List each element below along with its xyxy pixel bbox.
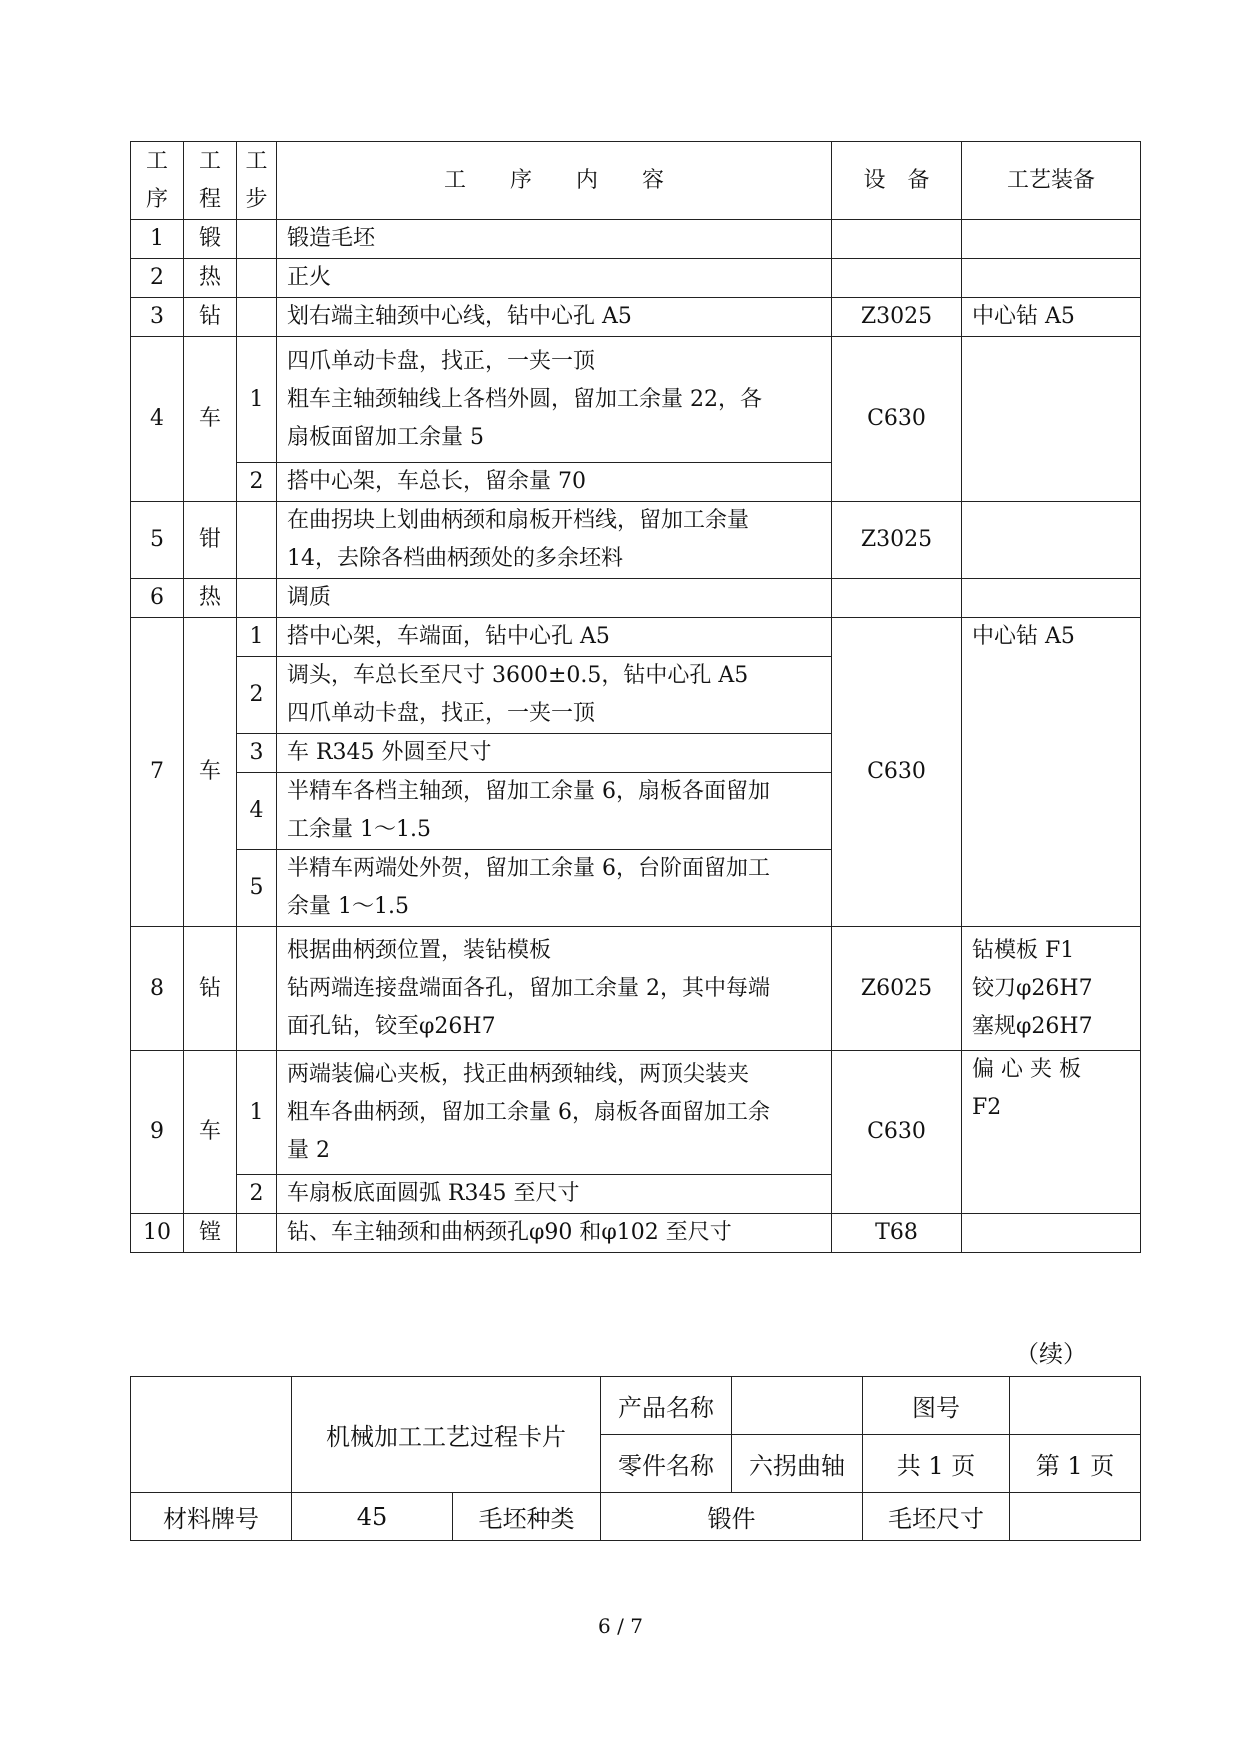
cell-content: 锻造毛坯 — [277, 220, 832, 259]
card-row — [131, 1493, 1141, 1541]
cell-content: 搭中心架，车总长，留余量 70 — [277, 463, 832, 502]
blank-size-value — [1010, 1493, 1141, 1541]
cell-step: 3 — [237, 734, 277, 773]
tooling-line: 塞规φ26H7 — [972, 1013, 1093, 1039]
cell-step — [237, 259, 277, 298]
cell-step — [237, 927, 277, 1051]
cell-content — [277, 850, 832, 927]
table-row — [131, 927, 1141, 1051]
total-pages: 共 1 页 — [863, 1435, 1010, 1493]
tooling-line: F2 — [972, 1095, 1002, 1120]
continued-label: （续） — [1015, 1340, 1087, 1368]
header-tooling: 工艺装备 — [962, 142, 1141, 220]
part-name-value: 六拐曲轴 — [732, 1435, 863, 1493]
header-step: 工步 — [237, 142, 277, 220]
cell-kind: 热 — [184, 259, 237, 298]
cell-step — [237, 579, 277, 618]
cell-no: 5 — [131, 502, 184, 579]
content-line: 工余量 1～1.5 — [287, 817, 431, 842]
table-row — [131, 502, 1141, 579]
blank-type-label: 毛坯种类 — [453, 1493, 601, 1541]
cell-no: 9 — [131, 1051, 184, 1214]
cell-kind: 车 — [184, 618, 237, 927]
content-line: 余量 1～1.5 — [287, 894, 409, 919]
cell-step: 4 — [237, 773, 277, 850]
card-title: 机械加工工艺过程卡片 — [292, 1377, 601, 1493]
cell-equipment: C630 — [832, 1051, 962, 1214]
header-content: 工 序 内 容 — [277, 142, 832, 220]
content-line: 四爪单动卡盘，找正，一夹一顶 — [287, 348, 596, 374]
cell-equipment: C630 — [832, 618, 962, 927]
cell-tooling — [962, 1051, 1141, 1214]
page-indicator: 6 / 7 — [598, 1614, 643, 1638]
cell-step — [237, 1214, 277, 1253]
cell-no: 7 — [131, 618, 184, 927]
cell-kind: 钻 — [184, 298, 237, 337]
cell-no: 3 — [131, 298, 184, 337]
cell-content: 搭中心架，车端面，钻中心孔 A5 — [277, 618, 832, 657]
cell-content: 钻、车主轴颈和曲柄颈孔φ90 和φ102 至尺寸 — [277, 1214, 832, 1253]
cell-step: 1 — [237, 1051, 277, 1175]
cell-tooling — [962, 259, 1141, 298]
cell-equipment: Z3025 — [832, 502, 962, 579]
cell-content: 正火 — [277, 259, 832, 298]
cell-tooling: 中心钻 A5 — [962, 298, 1141, 337]
cell-kind: 镗 — [184, 1214, 237, 1253]
process-card-table — [130, 1376, 1141, 1541]
cell-no: 4 — [131, 337, 184, 502]
cell-tooling — [962, 220, 1141, 259]
table-row — [131, 579, 1141, 618]
cell-no: 1 — [131, 220, 184, 259]
cell-step — [237, 298, 277, 337]
card-blank-cell — [131, 1377, 292, 1493]
content-line: 两端装偏心夹板，找正曲柄颈轴线，两顶尖装夹 — [287, 1061, 750, 1087]
process-table — [130, 141, 1141, 1253]
material-label: 材料牌号 — [131, 1493, 292, 1541]
cell-equipment: Z3025 — [832, 298, 962, 337]
blank-type-value: 锻件 — [601, 1493, 863, 1541]
cell-equipment — [832, 259, 962, 298]
cell-content — [277, 657, 832, 734]
content-line: 根据曲柄颈位置，装钻模板 — [287, 937, 552, 963]
cell-step: 2 — [237, 657, 277, 734]
cell-content — [277, 773, 832, 850]
cell-step — [237, 502, 277, 579]
cell-content — [277, 502, 832, 579]
cell-content: 车扇板底面圆弧 R345 至尺寸 — [277, 1175, 832, 1214]
content-line: 14，去除各档曲柄颈处的多余坯料 — [287, 546, 623, 571]
cell-step: 1 — [237, 618, 277, 657]
content-line: 扇板面留加工余量 5 — [287, 424, 484, 450]
table-row — [131, 220, 1141, 259]
cell-kind: 车 — [184, 337, 237, 502]
cell-content — [277, 1051, 832, 1175]
cell-tooling — [962, 1214, 1141, 1253]
cell-kind: 锻 — [184, 220, 237, 259]
content-line: 粗车各曲柄颈，留加工余量 6，扇板各面留加工余 — [287, 1099, 770, 1125]
table-row — [131, 1051, 1141, 1175]
header-engineering: 工程 — [184, 142, 237, 220]
table-row — [131, 298, 1141, 337]
tooling-line: 铰刀φ26H7 — [972, 975, 1093, 1001]
cell-tooling — [962, 579, 1141, 618]
tooling-line: 偏 心 夹 板 — [972, 1057, 1081, 1082]
content-line: 钻两端连接盘端面各孔，留加工余量 2，其中每端 — [287, 975, 770, 1001]
table-row — [131, 1214, 1141, 1253]
cell-content — [277, 337, 832, 463]
cell-tooling — [962, 337, 1141, 502]
header-equipment: 设 备 — [832, 142, 962, 220]
content-line: 调头，车总长至尺寸 3600±0.5，钻中心孔 A5 — [287, 663, 749, 688]
page-number: 第 1 页 — [1010, 1435, 1141, 1493]
content-line: 四爪单动卡盘，找正，一夹一顶 — [287, 701, 596, 726]
drawing-no-label: 图号 — [863, 1377, 1010, 1435]
part-name-label: 零件名称 — [601, 1435, 732, 1493]
cell-equipment — [832, 579, 962, 618]
cell-tooling — [962, 502, 1141, 579]
content-line: 半精车各档主轴颈，留加工余量 6，扇板各面留加 — [287, 779, 770, 804]
cell-step: 2 — [237, 1175, 277, 1214]
card-row — [131, 1377, 1141, 1435]
cell-kind: 钻 — [184, 927, 237, 1051]
product-name-label: 产品名称 — [601, 1377, 732, 1435]
cell-step: 2 — [237, 463, 277, 502]
tooling-line: 钻模板 F1 — [972, 937, 1075, 963]
cell-equipment: Z6025 — [832, 927, 962, 1051]
cell-equipment: T68 — [832, 1214, 962, 1253]
cell-kind: 车 — [184, 1051, 237, 1214]
cell-no: 8 — [131, 927, 184, 1051]
cell-tooling: 中心钻 A5 — [962, 618, 1141, 927]
content-line: 半精车两端处外贺，留加工余量 6，台阶面留加工 — [287, 856, 770, 881]
header-row — [131, 142, 1141, 220]
table-row — [131, 337, 1141, 463]
cell-equipment — [832, 220, 962, 259]
drawing-no-value — [1010, 1377, 1141, 1435]
cell-content: 划右端主轴颈中心线，钻中心孔 A5 — [277, 298, 832, 337]
cell-no: 10 — [131, 1214, 184, 1253]
cell-equipment: C630 — [832, 337, 962, 502]
cell-step: 5 — [237, 850, 277, 927]
product-name-value — [732, 1377, 863, 1435]
content-line: 面孔钻，铰至φ26H7 — [287, 1013, 496, 1039]
cell-content — [277, 927, 832, 1051]
cell-tooling — [962, 927, 1141, 1051]
content-line: 粗车主轴颈轴线上各档外圆，留加工余量 22，各 — [287, 386, 762, 412]
header-procedure: 工序 — [131, 142, 184, 220]
cell-content: 调质 — [277, 579, 832, 618]
table-row — [131, 259, 1141, 298]
blank-size-label: 毛坯尺寸 — [863, 1493, 1010, 1541]
cell-no: 2 — [131, 259, 184, 298]
content-line: 在曲拐块上划曲柄颈和扇板开档线，留加工余量 — [287, 508, 750, 533]
material-value: 45 — [292, 1493, 453, 1541]
cell-no: 6 — [131, 579, 184, 618]
cell-content: 车 R345 外圆至尺寸 — [277, 734, 832, 773]
content-line: 量 2 — [287, 1137, 330, 1163]
cell-step — [237, 220, 277, 259]
cell-kind: 钳 — [184, 502, 237, 579]
table-row — [131, 618, 1141, 657]
cell-kind: 热 — [184, 579, 237, 618]
cell-step: 1 — [237, 337, 277, 463]
